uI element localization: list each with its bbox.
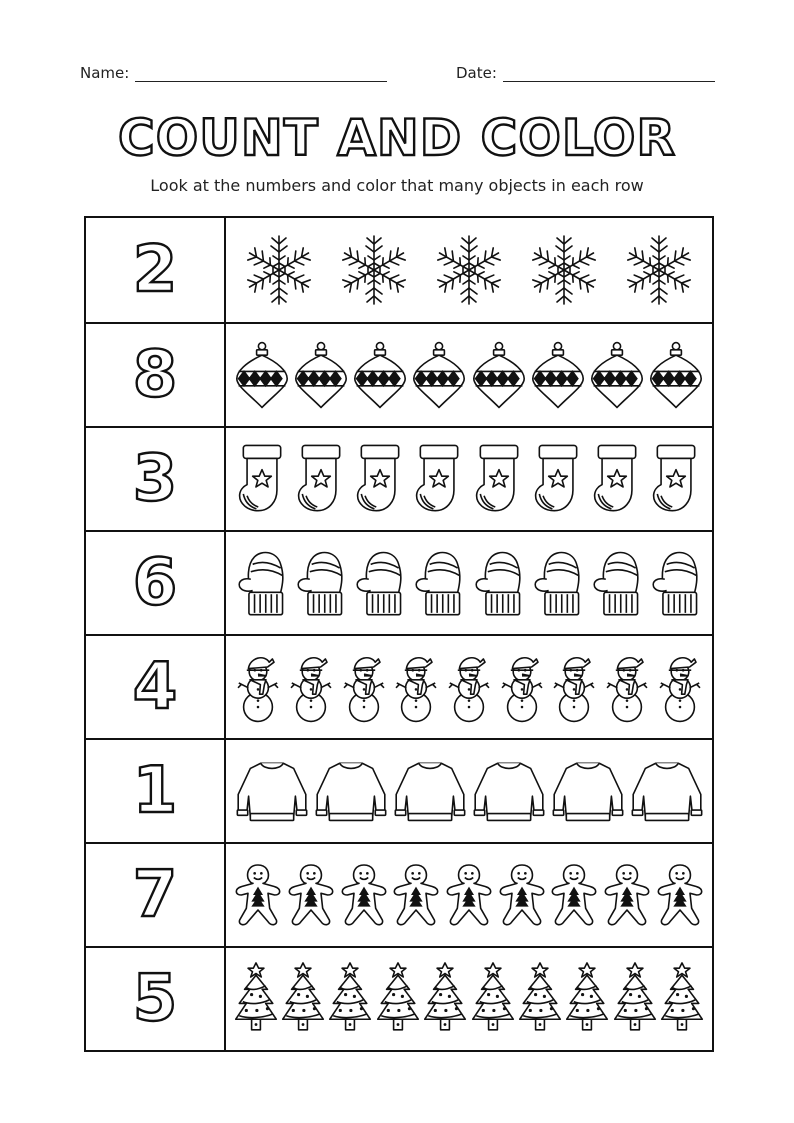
sweater-icon[interactable] xyxy=(312,756,390,826)
ornament-icon[interactable] xyxy=(353,337,407,413)
snowman-icon[interactable] xyxy=(603,648,651,726)
stocking-icon[interactable] xyxy=(234,439,290,519)
stocking-icon[interactable] xyxy=(352,439,408,519)
snowflake-icon[interactable] xyxy=(239,230,319,310)
stocking-icon[interactable] xyxy=(471,439,527,519)
ornament-icon[interactable] xyxy=(590,337,644,413)
objects-cell xyxy=(226,428,712,530)
mitten-icon[interactable] xyxy=(648,543,704,623)
gingerbread-icon[interactable] xyxy=(602,859,652,931)
number-cell xyxy=(86,948,226,1050)
mitten-icon[interactable] xyxy=(589,543,645,623)
stocking-icon[interactable] xyxy=(589,439,645,519)
worksheet-header xyxy=(80,64,720,88)
ornament-icon[interactable] xyxy=(649,337,703,413)
date-line[interactable] xyxy=(503,65,715,82)
date-field[interactable] xyxy=(456,64,715,82)
count-row xyxy=(86,738,712,842)
christmas-tree-icon[interactable] xyxy=(423,958,467,1040)
snowman-icon[interactable] xyxy=(392,648,440,726)
number-cell xyxy=(86,844,226,946)
row-number: 5 xyxy=(132,962,178,1036)
snowman-icon[interactable] xyxy=(656,648,704,726)
ornament-icon[interactable] xyxy=(412,337,466,413)
page-title: COUNT AND COLOR xyxy=(118,109,676,167)
snowman-icon[interactable] xyxy=(445,648,493,726)
gingerbread-icon[interactable] xyxy=(444,859,494,931)
mitten-icon[interactable] xyxy=(234,543,290,623)
snowman-icon[interactable] xyxy=(234,648,282,726)
objects-cell xyxy=(226,532,712,634)
snowman-icon[interactable] xyxy=(340,648,388,726)
sweater-icon[interactable] xyxy=(470,756,548,826)
gingerbread-icon[interactable] xyxy=(549,859,599,931)
objects-cell xyxy=(226,218,712,322)
ornament-icon[interactable] xyxy=(235,337,289,413)
sweater-icon[interactable] xyxy=(628,756,706,826)
number-cell xyxy=(86,532,226,634)
ornament-icon[interactable] xyxy=(531,337,585,413)
count-row xyxy=(86,946,712,1050)
snowflake-icon[interactable] xyxy=(524,230,604,310)
mitten-icon[interactable] xyxy=(352,543,408,623)
row-number: 3 xyxy=(132,442,178,516)
instructions: Look at the numbers and color that many objects in each row xyxy=(150,176,644,195)
ornament-icon[interactable] xyxy=(294,337,348,413)
objects-cell xyxy=(226,636,712,738)
snowman-icon[interactable] xyxy=(287,648,335,726)
snowman-icon[interactable] xyxy=(498,648,546,726)
sweater-icon[interactable] xyxy=(391,756,469,826)
number-cell xyxy=(86,218,226,322)
name-line[interactable] xyxy=(135,65,387,82)
gingerbread-icon[interactable] xyxy=(655,859,705,931)
stocking-icon[interactable] xyxy=(648,439,704,519)
count-grid xyxy=(84,216,714,1052)
row-number: 4 xyxy=(132,650,178,724)
christmas-tree-icon[interactable] xyxy=(281,958,325,1040)
snowflake-icon[interactable] xyxy=(429,230,509,310)
mitten-icon[interactable] xyxy=(411,543,467,623)
christmas-tree-icon[interactable] xyxy=(518,958,562,1040)
stocking-icon[interactable] xyxy=(411,439,467,519)
number-cell xyxy=(86,636,226,738)
ornament-icon[interactable] xyxy=(472,337,526,413)
row-number: 1 xyxy=(132,754,178,828)
count-row xyxy=(86,842,712,946)
mitten-icon[interactable] xyxy=(530,543,586,623)
snowflake-icon[interactable] xyxy=(619,230,699,310)
gingerbread-icon[interactable] xyxy=(233,859,283,931)
title-block xyxy=(0,108,794,168)
gingerbread-icon[interactable] xyxy=(391,859,441,931)
number-cell xyxy=(86,740,226,842)
row-number: 2 xyxy=(132,233,178,307)
mitten-icon[interactable] xyxy=(471,543,527,623)
count-row xyxy=(86,530,712,634)
christmas-tree-icon[interactable] xyxy=(328,958,372,1040)
sweater-icon[interactable] xyxy=(233,756,311,826)
objects-cell xyxy=(226,844,712,946)
stocking-icon[interactable] xyxy=(293,439,349,519)
christmas-tree-icon[interactable] xyxy=(613,958,657,1040)
christmas-tree-icon[interactable] xyxy=(376,958,420,1040)
count-row xyxy=(86,322,712,426)
date-label: Date: xyxy=(456,64,497,82)
gingerbread-icon[interactable] xyxy=(286,859,336,931)
christmas-tree-icon[interactable] xyxy=(565,958,609,1040)
objects-cell xyxy=(226,740,712,842)
count-row xyxy=(86,218,712,322)
snowflake-icon[interactable] xyxy=(334,230,414,310)
name-field[interactable] xyxy=(80,64,387,82)
christmas-tree-icon[interactable] xyxy=(471,958,515,1040)
row-number: 8 xyxy=(132,338,178,412)
gingerbread-icon[interactable] xyxy=(339,859,389,931)
objects-cell xyxy=(226,324,712,426)
name-label: Name: xyxy=(80,64,130,82)
row-number: 6 xyxy=(132,546,178,620)
count-row xyxy=(86,426,712,530)
objects-cell xyxy=(226,948,712,1050)
mitten-icon[interactable] xyxy=(293,543,349,623)
row-number: 7 xyxy=(132,858,178,932)
count-row xyxy=(86,634,712,738)
stocking-icon[interactable] xyxy=(530,439,586,519)
christmas-tree-icon[interactable] xyxy=(234,958,278,1040)
christmas-tree-icon[interactable] xyxy=(660,958,704,1040)
gingerbread-icon[interactable] xyxy=(497,859,547,931)
sweater-icon[interactable] xyxy=(549,756,627,826)
number-cell xyxy=(86,324,226,426)
number-cell xyxy=(86,428,226,530)
snowman-icon[interactable] xyxy=(550,648,598,726)
